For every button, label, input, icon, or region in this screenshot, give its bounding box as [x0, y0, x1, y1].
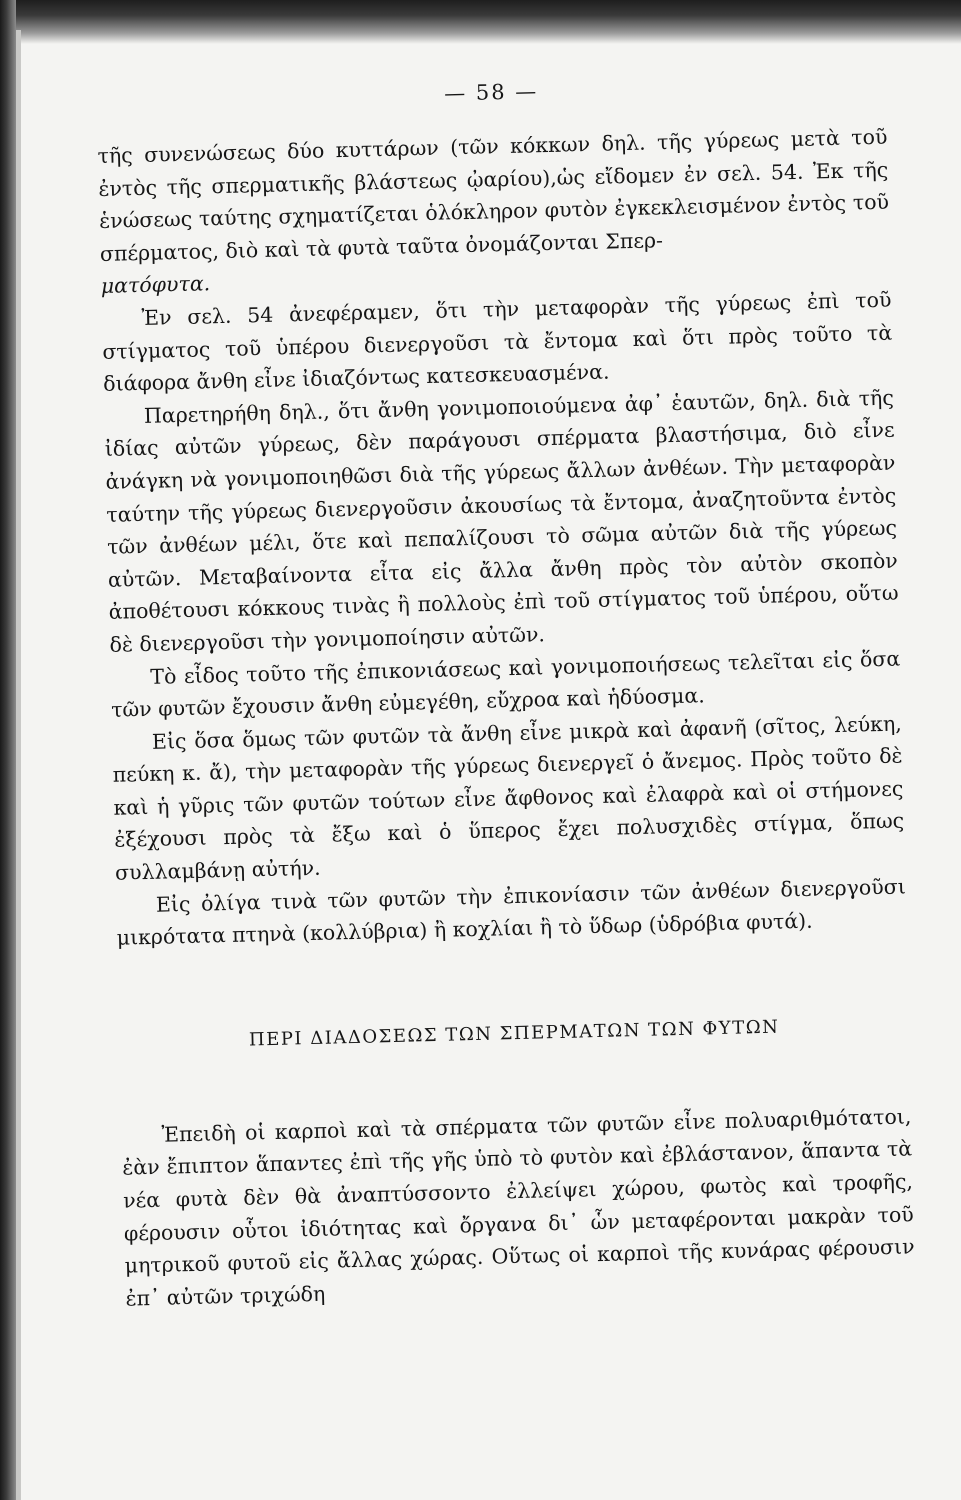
page-content — [96, 71, 916, 1315]
paragraph-7: Ἐπειδὴ οἱ καρποὶ καὶ τὰ σπέρματα τῶν φυτῶν εἶνε πολυαριθμότατοι, ἐὰν ἔπιπτον ἅπαντες ἐπὶ τῆς γῆς ὑπὸ τὸ φυτὸν καὶ ἐβλάστανον, ἅπαντα τὰ νέα φυτὰ δὲν θὰ ἀναπτύσσοντο ἐλλείψει χώρου, φωτὸς καὶ τροφῆς, φέρουσιν οὗτοι ἰδιότητας καὶ ὄργανα δι᾿ ὧν μεταφέρονται μακρὰν τοῦ μητρικοῦ φυτοῦ εἰς ἄλλας χώρας. Οὕτως οἱ καρποὶ τῆς κυνάρας φέρουσιν ἐπ᾿ αὐτῶν τριχώδη — [122, 1104, 915, 1311]
book-spine-shadow — [0, 0, 16, 1500]
paragraph-4: Τὸ εἶδος τοῦτο τῆς ἐπικονιάσεως καὶ γονιμοποιήσεως τελεῖται εἰς ὅσα τῶν φυτῶν ἔχουσιν ἄνθη εὐμεγέθη, εὔχροα καὶ ἡδύοσμα. — [110, 646, 901, 722]
paragraph-1: τῆς συνενώσεως δύο κυττάρων (τῶν κόκκων δηλ. τῆς γύρεως μετὰ τοῦ ἐντὸς τῆς σπερματικῆς βλάστεως ᾠαρίου),ὡς εἴδομεν ἐν σελ. 54. Ἐκ τῆς ἑνώσεως ταύτης σχηματίζεται ὁλόκληρον φυτὸν ἐγκεκλεισμένον ἐντὸς τοῦ σπέρματος, διὸ καὶ τὰ φυτὰ ταῦτα ὀνομάζονται Σπερ- — [97, 124, 890, 266]
page-edge — [16, 30, 21, 1500]
paragraph-5: Εἰς ὅσα ὅμως τῶν φυτῶν τὰ ἄνθη εἶνε μικρὰ καὶ ἀφανῆ (σῖτος, λεύκη, πεύκη κ. ἄ), τὴν μεταφορὰν τῆς γύρεως διενεργεῖ ὁ ἄνεμος. Πρὸς τοῦτο δὲ καὶ ἡ γῦρις τῶν φυτῶν τούτων εἶνε ἄφθονος καὶ ἐλαφρὰ καὶ οἱ στήμονες ἐξέχουσι πρὸς τὰ ἔξω καὶ ὁ ὕπερος ἔχει πολυσχιδὲς στίγμα, ὅπως συλλαμβάνῃ αὐτήν. — [112, 711, 905, 885]
paragraph-1-continuation: ματόφυτα. — [100, 271, 211, 299]
section-heading: ΠΕΡΙ ΔΙΑΔΟΣΕΩΣ ΤΩΝ ΣΠΕΡΜΑΤΩΝ ΤΩΝ ΦΥΤΩΝ — [248, 1016, 780, 1051]
scan-top-shadow — [0, 0, 961, 44]
paragraph-2: Ἐν σελ. 54 ἀνεφέραμεν, ὅτι τὴν μεταφορὰν τῆς γύρεως ἐπὶ τοῦ στίγματος τοῦ ὑπέρου διενεργοῦσι τὰ ἔντομα καὶ ὅτι πρὸς τοῦτο τὰ διάφορα ἄνθη εἶνε ἰδιαζόντως κατεσκευασμένα. — [102, 287, 893, 397]
paragraph-3: Παρετηρήθη δηλ., ὅτι ἄνθη γονιμοποιούμενα ἀφ᾿ ἑαυτῶν, δηλ. διὰ τῆς ἰδίας αὐτῶν γύρεως, δὲν παράγουσι σπέρματα βλαστήσιμα, διὸ εἶνε ἀνάγκη νὰ γονιμοποιηθῶσι διὰ τῆς γύρεως ἄλλων ἀνθέων. Τὴν μεταφορὰν ταύτην τῆς γύρεως διενεργοῦσιν ἀκουσίως τὰ ἔντομα, ἀναζητοῦντα ἐντὸς τῶν ἀνθέων μέλι, ὅτε καὶ πεπαλίζουσι τὸ σῶμα αὐτῶν διὰ τῆς γύρεως αὐτῶν. Μεταβαίνοντα εἶτα εἰς ἄλλα ἄνθη πρὸς τὸν αὐτὸν σκοπὸν ἀποθέτουσι κόκκους τινὰς ἢ πολλοὺς ἐπὶ τοῦ στίγματος τοῦ ὑπέρου, οὕτω δὲ διενεργοῦσι τὴν γονιμοποίησιν αὐτῶν. — [104, 385, 899, 657]
paragraph-6: Εἰς ὀλίγα τινὰ τῶν φυτῶν τὴν ἐπικονίασιν τῶν ἀνθέων διενεργοῦσι μικρότατα πτηνὰ (κολλύβρια) ἢ κοχλίαι ἢ τὸ ὕδωρ (ὑδρόβια φυτά). — [116, 874, 906, 950]
page-number: — 58 — — [443, 79, 539, 106]
